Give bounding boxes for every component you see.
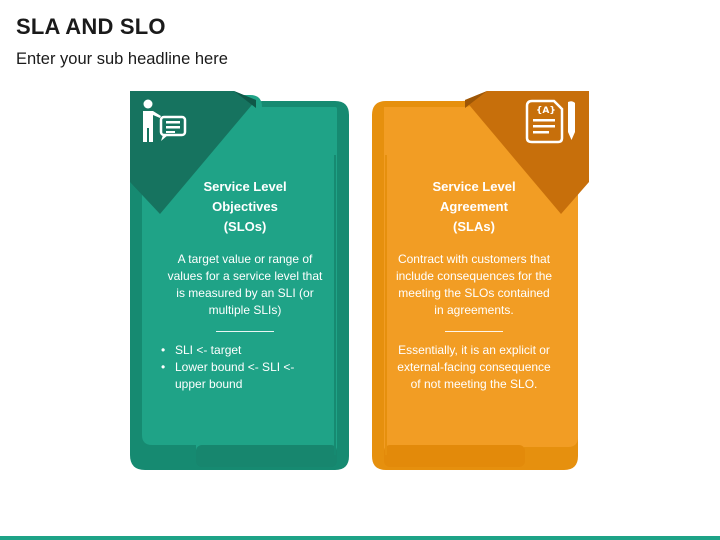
slo-card-heading: Service Level Objectives (SLOs) bbox=[203, 179, 287, 234]
bottom-accent-bar bbox=[0, 536, 720, 540]
sla-divider bbox=[445, 331, 503, 332]
contract-document-pen-icon bbox=[524, 98, 580, 144]
sla-card-heading: Service Level Agreement (SLAs) bbox=[432, 179, 516, 234]
slo-divider bbox=[216, 331, 274, 332]
presenter-chat-icon bbox=[141, 98, 189, 144]
slo-bullet-item: • Lower bound <- SLI <- upper bound bbox=[161, 359, 305, 393]
document-badge: {A} bbox=[536, 106, 556, 116]
sla-card-note: Essentially, it is an explicit or external-facing consequence of not meeting the SLO. bbox=[397, 343, 551, 391]
sla-card-content bbox=[394, 177, 554, 393]
slo-card-content bbox=[165, 177, 325, 393]
page-title: SLA AND SLO bbox=[16, 14, 166, 39]
page-subtitle: Enter your sub headline here bbox=[16, 50, 228, 68]
sla-card-description: Contract with customers that include consequences for the meeting the SLOs contained in agreements. bbox=[395, 252, 553, 317]
slo-bullet-item: • SLI <- target bbox=[161, 342, 325, 359]
slo-bullets bbox=[161, 342, 325, 393]
slo-card-description: A target value or range of values for a service level that is measured by an SLI (or multiple SLIs) bbox=[167, 252, 323, 317]
